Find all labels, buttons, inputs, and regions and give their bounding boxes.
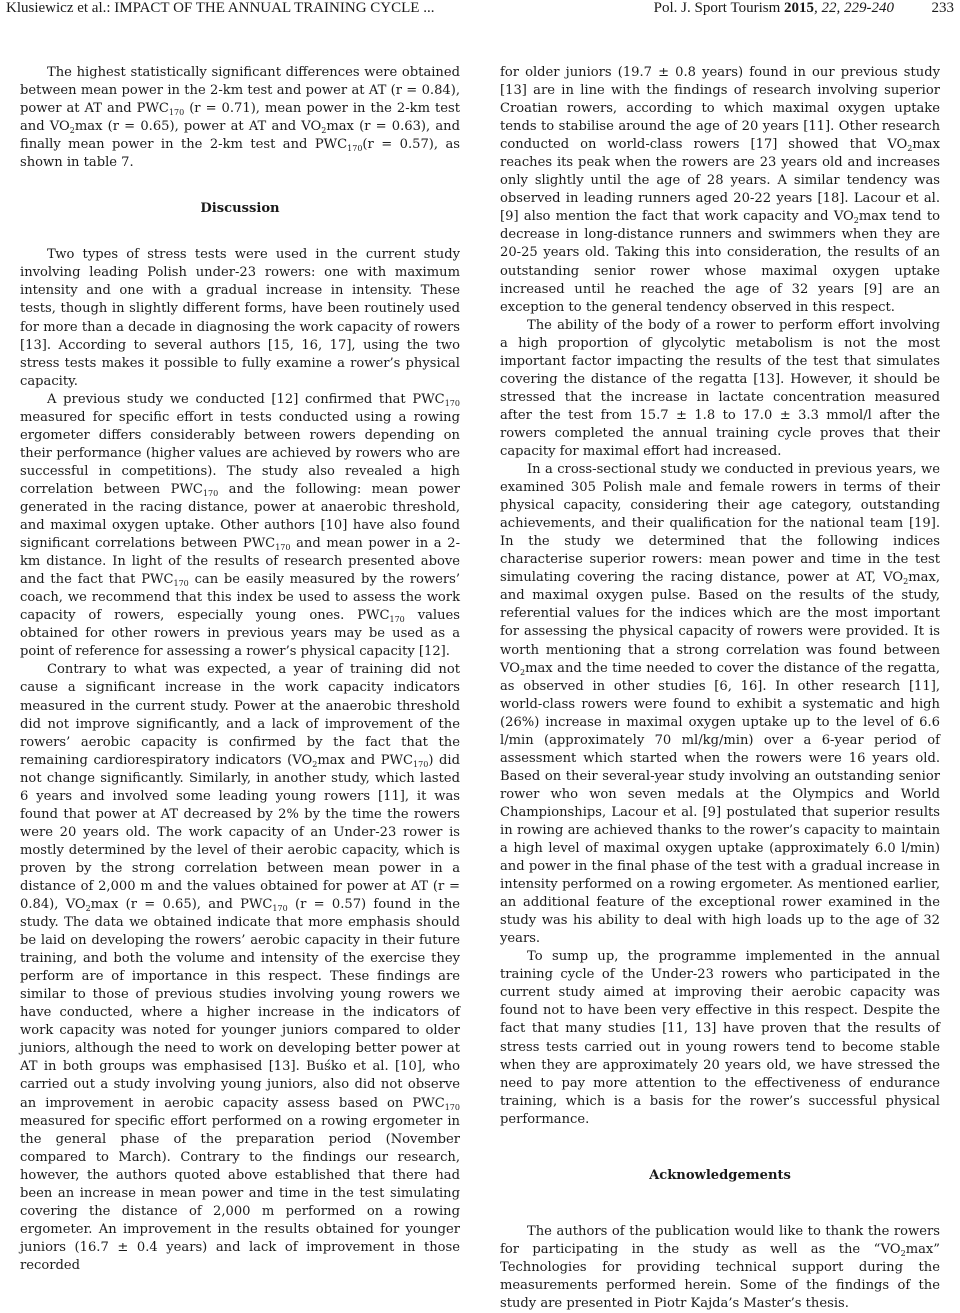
header-journal-ref: [654, 0, 894, 17]
page-number: 233: [931, 0, 954, 16]
discussion-paragraph-4: for older juniors (19.7 ± 0.8 years) found in our previous study [13] are in line with the findings of research involving superior Croatian rowers, according to which maximal oxygen uptake tends to stabilise around the age of 20 years [11]. Other research conducted on world-class rowers [17] showed that $VO_2\max$ reaches its peak when the rowers are 23 years old and increases only slightly until the age of 28 years. A similar tendency was observed in leading runners aged 20-22 years [18]. Lacour et al. [9] also mention the fact that work capacity and $VO_2\max$ tend to decrease in long-distance runners and swimmers when they are 20-25 years old. Taking this into consideration, the results of an outstanding senior rower whose maximal oxygen uptake increased until he reached the age of 32 years [9] are an exception to the general tendency observed in this respect.: [500, 65, 940, 315]
left-column: [20, 64, 460, 1275]
discussion-paragraph-1: Two types of stress tests were used in the current study involving leading Polish under-23 rowers: one with maximum intensity and one with a gradual increase in intensity. These tests, though in slightly different forms, have been routinely used for more than a decade in diagnosing the work capacity of rowers [13]. According to several authors [15, 16, 17], using the two stress tests makes it possible to fully examine a rower’s physical capacity.: [20, 247, 460, 389]
discussion-heading: Discussion: [200, 201, 280, 217]
discussion-paragraph-6: In a cross-sectional study we conducted in previous years, we examined 305 Polish male and female rowers in terms of their physical capacity, considering their age category, outstanding achievements, and their qualification for the national team [19]. In the study we determined that the following indices characterise superior rowers: mean power and time in the test simulating covering the racing distance, power at AT, $VO_2\max$, and maximal oxygen pulse. Based on the results of the study, referential values for the indices which are the most important for assessing the physical capacity of rowers were provided. It is worth mentioning that a strong correlation was found between $VO_2\max$ and the time needed to cover the distance of the regatta, as observed in other studies [6, 16]. In other research [11], world-class rowers were found to exhibit a systematic and high (26%) increase in maximal oxygen uptake up to the level of 6.6 l/min (approximately 70 ml/kg/min) over a 6-year period of assessment which started when the rowers were 16 years old. Based on their several-year study involving an outstanding senior rower who won seven medals at the Olympics and World Championships, Lacour et al. [9] postulated that superior results in rowing are achieved thanks to the rower’s capacity to maintain a high level of maximal oxygen uptake (approximately 6.0 l/min) and power in the final phase of the test with a gradual increase in intensity performed on a rowing ergometer. As mentioned earlier, an additional feature of the exceptional rower examined in the study was his ability to deal with high loads up to the age of 32 years.: [500, 462, 940, 947]
discussion-paragraph-3: Contrary to what was expected, a year of training did not cause a significant increase in the work capacity indicators measured in the current study. Power at the anaerobic threshold did not improve significantly, and a lack of improvement of the rowers’ aerobic capacity is confirmed by the fact that the remaining cardiorespiratory indicators ($VO_2\max$ and $PWC_{170}$) did not change significantly. Similarly, in another study, which lasted 6 years and involved some leading young rowers [11], it was found that power at AT decreased by 2% by the time the rowers were 20 years old. The work capacity of an Under-23 rower is mostly determined by the level of their aerobic capacity, which is proven by the strong correlation between mean power in a distance of 2,000 m and the values obtained for power at AT (r = 0.84), $VO_2\max$ (r = 0.65), and $PWC_{170}$ (r = 0.57) found in the study. The data we obtained indicate that more emphasis should be laid on developing the rowers’ aerobic capacity in their future training, and both the volume and intensity of the exercise they perform are of importance in this respect. These findings are similar to those of previous studies involving young rowers we have conducted, where a higher increase in the indicators of work capacity was noted for younger juniors compared to older juniors, although the need to work on developing better power at AT in both groups was emphasised [13]. Buśko et al. [10], who carried out a study involving young juniors, also did not observe an improvement in aerobic capacity assess based on $PWC_{170}$ measured for specific effort performed on a rowing ergometer in the general phase of the preparation period (November compared to March). Contrary to the findings our research, however, the authors quoted above established that there had been an increase in mean power and time in the test simulating covering the distance of 2,000 m performed on a rowing ergometer. An improvement in the results obtained for younger juniors (16.7 ± 0.4 years) and lack of improvement in those recorded: [20, 662, 460, 1273]
running-header: [6, 0, 954, 20]
header-article-title: Klusiewicz et al.: IMPACT OF THE ANNUAL TRAINING CYCLE ...: [6, 0, 435, 16]
discussion-paragraph-5: The ability of the body of a rower to perform effort involving a high proportion of glycolytic metabolism is not the most important factor impacting the results of the test that simulates covering the distance of the regatta [13]. However, it should be stressed that the increase in lactate concentration measured after the test from 15.7 ± 1.8 to 17.0 ± 3.3 mmol/l after the rowers completed the annual training cycle proves that their capacity for maximal effort had increased.: [500, 317, 940, 459]
discussion-paragraph-2: A previous study we conducted [12] confirmed that $PWC_{170}$ measured for specific effort in tests conducted using a rowing ergometer differs considerably between rowers depending on their performance (higher values are achieved by rowers who are successful in competitions). The study also revealed a high correlation between $PWC_{170}$ and the following: mean power generated in the racing distance, power at anaerobic threshold, and maximal oxygen uptake. Other authors [10] have also found significant correlations between $PWC_{170}$ and mean power in a 2-km distance. In light of the results of research presented above and the fact that $PWC_{170}$ can be easily measured by the rowers’ coach, we recommend that this index be used to assess the work capacity of rowers, especially young ones. $PWC_{170}$ values obtained for other rowers in previous years may be used as a point of reference for assessing a rower’s physical capacity [12].: [20, 391, 460, 660]
discussion-paragraph-7: To sump up, the programme implemented in the annual training cycle of the Under-23 rowers who participated in the current study aimed at improving their aerobic capacity was found not to have been very effective in this respect. Despite the fact that many studies [11, 13] have proven that the results of stress tests carried out in young rowers tend to become stable when they are approximately 20 years old, we have stressed the need to pay more attention to the effectiveness of endurance training, which is a basis for the rower’s successful physical performance.: [500, 949, 940, 1127]
header-year: 2015: [784, 0, 814, 16]
header-journal-prefix: Pol. J. Sport Tourism: [653, 0, 784, 16]
results-paragraph: The highest statistically significant differences were obtained between mean power in the 2-km test and power at AT (r = 0.84), power at AT and $PWC_{170}$ (r = 0.71), mean power in the 2-km test and $VO_2\max$ (r = 0.65), power at AT and $VO_2\max$ (r = 0.63), and finally mean power in the 2-km test and $PWC_{170}(r = 0.57)$, as shown in table 7.: [20, 65, 460, 171]
acknowledgements-heading: Acknowledgements: [649, 1167, 791, 1183]
acknowledgements-paragraph: The authors of the publication would like to thank the rowers for participating in the study as well as the “$VO_2\max$” Technologies for providing technical support during the measurements performed herein. Some of the findings of the study are presented in Piotr Kajda’s Master’s thesis.: [500, 1223, 940, 1311]
right-column: [500, 64, 940, 1313]
header-volume-pages: , 22, 229-240: [814, 0, 894, 16]
